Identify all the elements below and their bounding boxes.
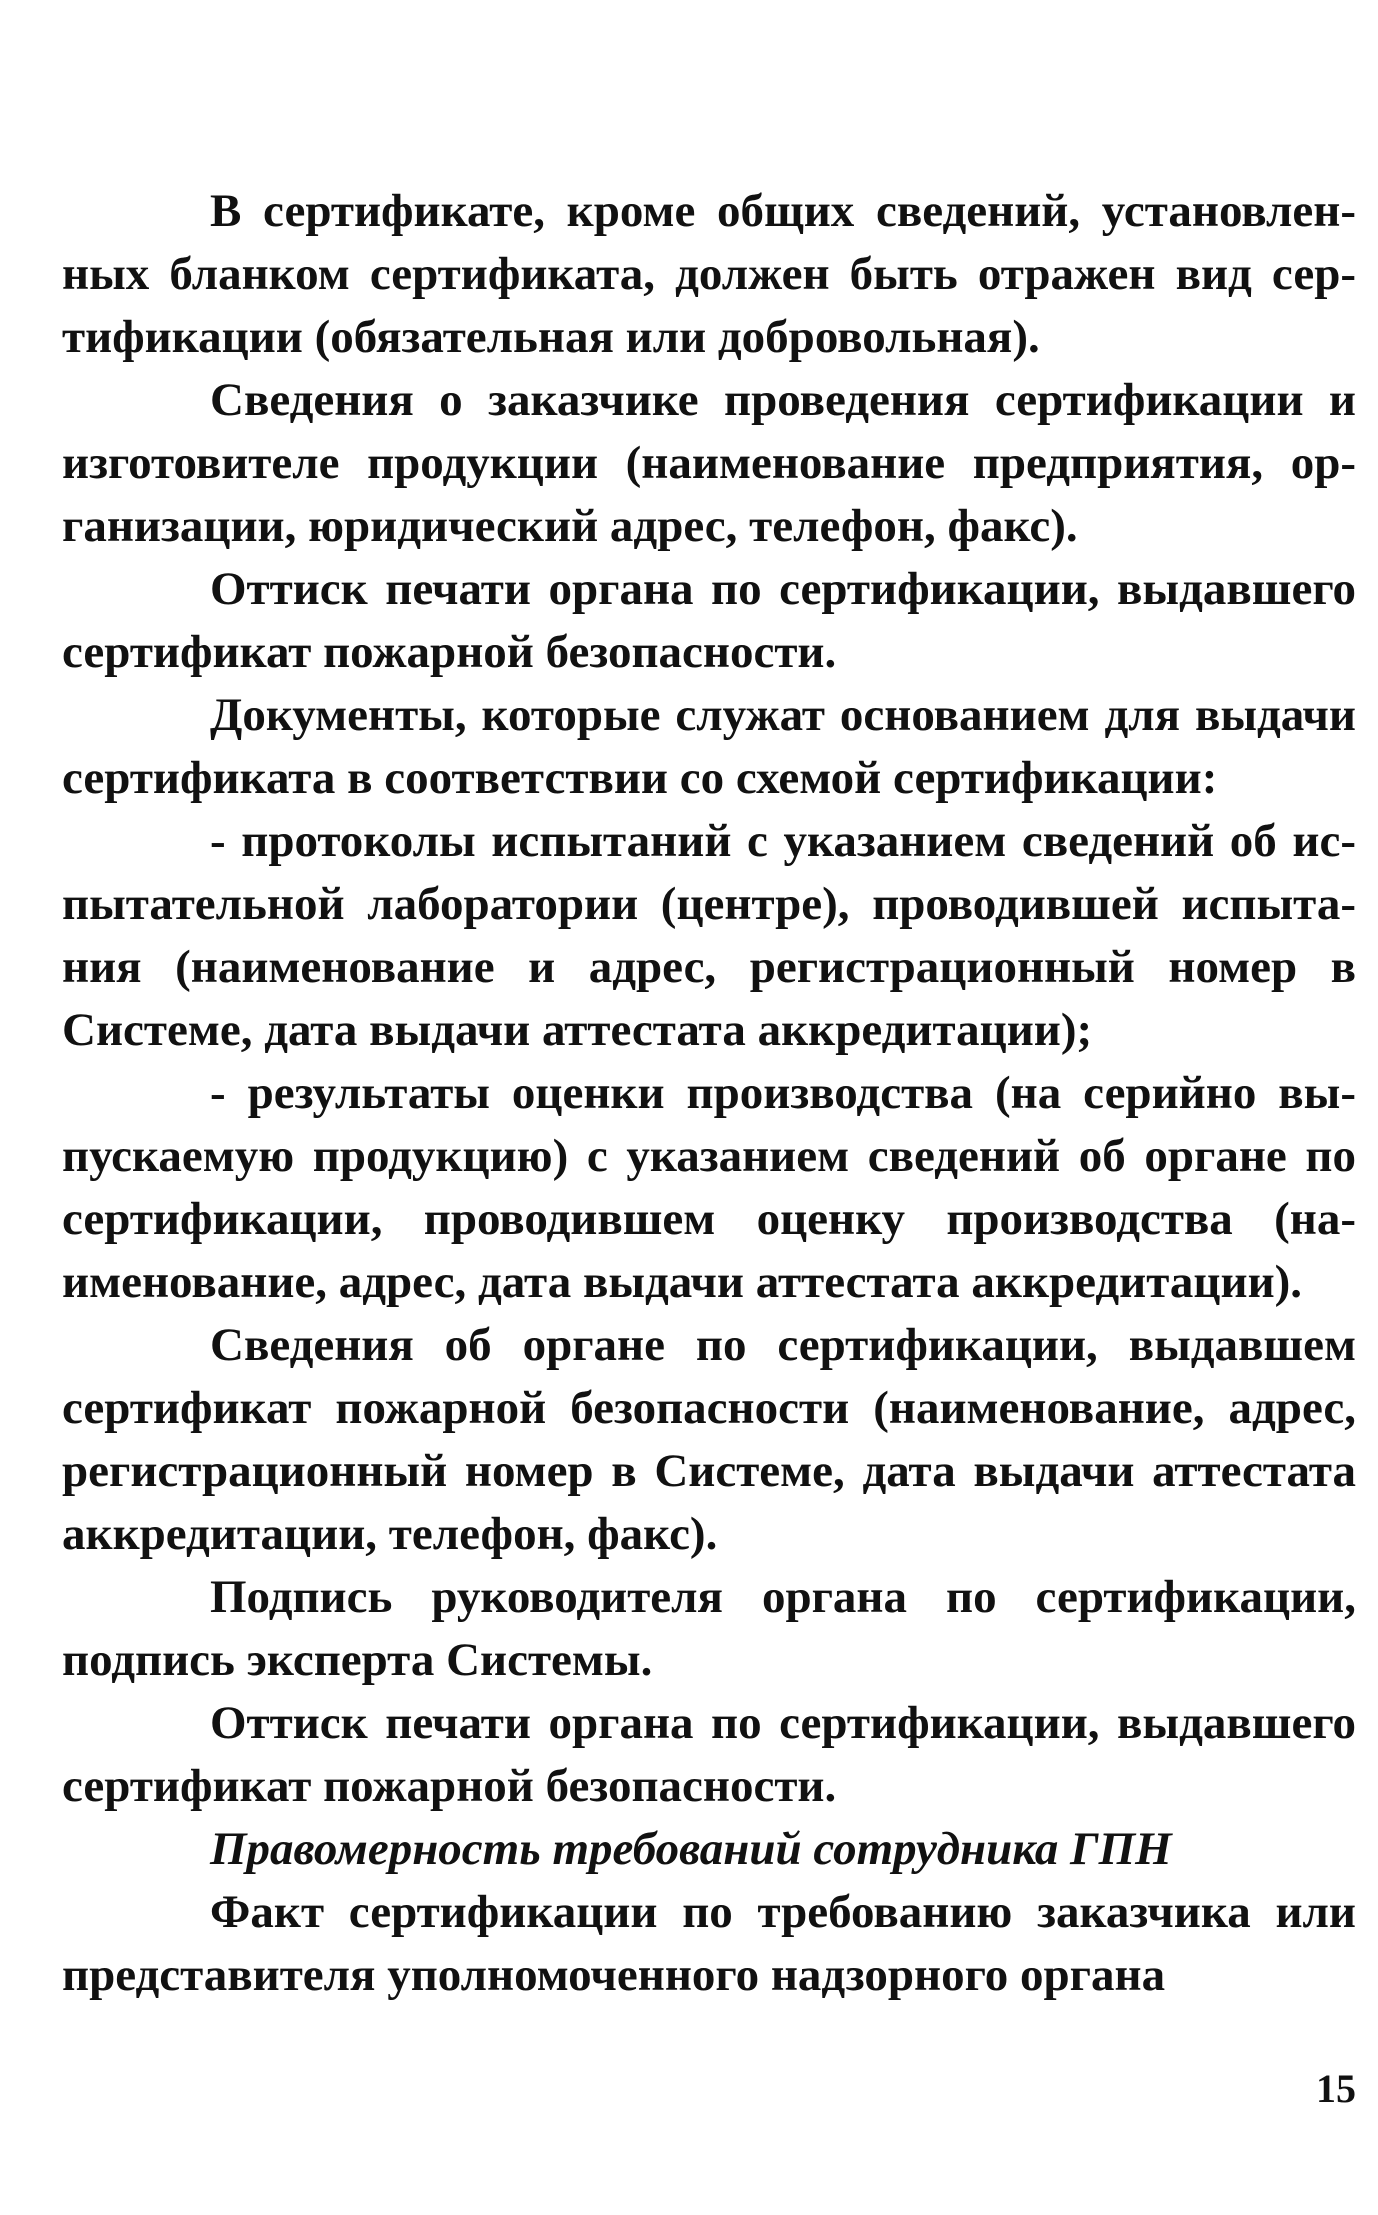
paragraph-certificate-type: В сертификате, кроме общих сведений, установленных бланком сертификата, должен быть отражен вид сертификации (обязательная или добровольная). bbox=[62, 185, 1356, 363]
paragraph-signature: Подпись руководителя органа по сертификации, подпись эксперта Системы. bbox=[62, 1571, 1356, 1686]
document-page bbox=[62, 180, 1356, 2007]
paragraph-certification-body: Сведения об органе по сертификации, выдавшем сертификат пожарной безопасности (наименование, адрес, регистрационный номер в Системе, дата выдачи аттестата аккредитации, телефон, факс). bbox=[62, 1319, 1356, 1560]
page-number: 15 bbox=[1316, 2066, 1356, 2111]
paragraph-stamp-1: Оттиск печати органа по сертификации, выдавшего сертификат пожарной безопасности. bbox=[62, 563, 1356, 678]
paragraph-production-assessment: - результаты оценки производства (на серийно выпускаемую продукцию) с указанием сведений об органе по сертификации, проводившем оценку производства (наименование, адрес, дата выдачи аттестата аккредитации). bbox=[62, 1067, 1356, 1308]
section-heading: Правомерность требований сотрудника ГПН bbox=[210, 1823, 1172, 1875]
paragraph-closing: Факт сертификации по требованию заказчика или представителя уполномоченного надзорного органа bbox=[62, 1886, 1356, 2001]
paragraph-test-reports: - протоколы испытаний с указанием сведений об испытательной лаборатории (центре), проводившей испытания (наименование и адрес, регистрационный номер в Системе, дата выдачи аттестата аккредитации); bbox=[62, 815, 1356, 1056]
paragraph-customer-info: Сведения о заказчике проведения сертификации и изготовителе продукции (наименование предприятия, организации, юридический адрес, телефон, факс). bbox=[62, 374, 1356, 552]
paragraph-stamp-2: Оттиск печати органа по сертификации, выдавшего сертификат пожарной безопасности. bbox=[62, 1697, 1356, 1812]
paragraph-documents: Документы, которые служат основанием для выдачи сертификата в соответствии со схемой сертификации: bbox=[62, 689, 1356, 804]
